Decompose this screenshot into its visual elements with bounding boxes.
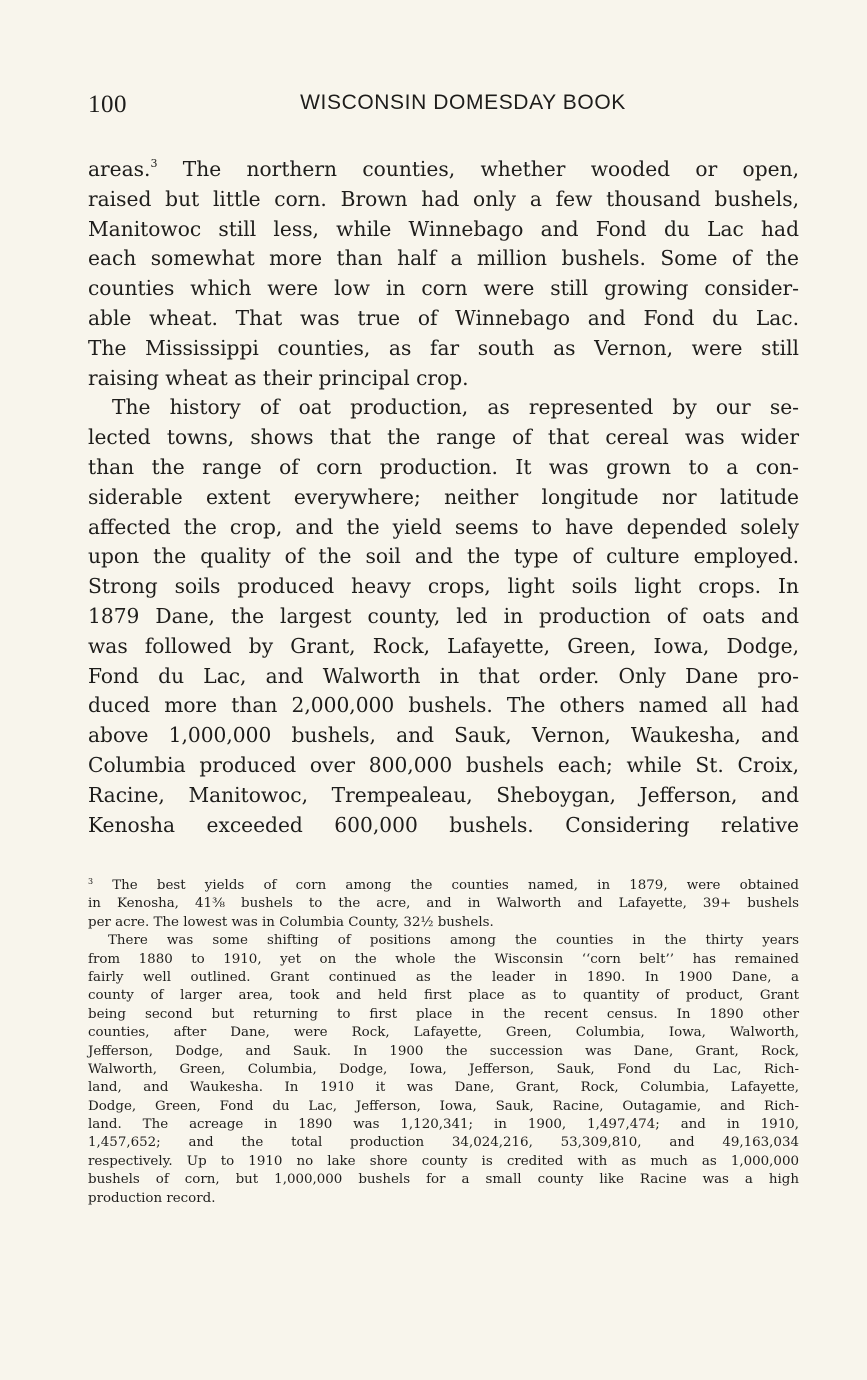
body-line: raised but little corn. Brown had only a few thousand bushels,: [88, 186, 799, 211]
footnote-line: 1,457,652; and the total production 34,024,216, 53,309,810, and 49,163,034: [88, 1135, 799, 1151]
footnote-line: Walworth, Green, Columbia, Dodge, Iowa, Jefferson, Sauk, Fond du Lac, Rich-: [88, 1061, 799, 1077]
body-line: The Mississippi counties, as far south as Vernon, were still: [88, 335, 799, 360]
body-text: [88, 155, 799, 840]
footnote-line-text: The best yields of corn among the counties named, in 1879, were obtained: [93, 878, 799, 893]
body-line: siderable extent everywhere; neither longitude nor latitude: [88, 484, 799, 509]
body-line: 1879 Dane, the largest county, led in production of oats and: [88, 603, 799, 628]
body-line: able wheat. That was true of Winnebago and Fond du Lac.: [88, 305, 799, 330]
page-number: 100: [88, 91, 127, 118]
footnote-line: counties, after Dane, were Rock, Lafayette, Green, Columbia, Iowa, Walworth,: [88, 1025, 799, 1041]
footnote-line: production record.: [88, 1190, 216, 1206]
footnote-line: from 1880 to 1910, yet on the whole the Wisconsin ‘‘corn belt’’ has remained: [88, 951, 799, 967]
body-line: Manitowoc still less, while Winnebago and Fond du Lac had: [88, 216, 799, 241]
footnote-line: Jefferson, Dodge, and Sauk. In 1900 the succession was Dane, Grant, Rock,: [88, 1043, 799, 1059]
body-line: counties which were low in corn were still growing consider-: [88, 276, 799, 301]
body-line: raising wheat as their principal crop.: [88, 365, 469, 390]
body-line: affected the crop, and the yield seems to have depended solely: [88, 514, 799, 539]
body-line: above 1,000,000 bushels, and Sauk, Vernon, Waukesha, and: [88, 723, 799, 748]
footnote-line: being second but returning to first place in the recent census. In 1890 other: [88, 1006, 799, 1022]
footnote-marker: 3: [88, 877, 94, 886]
footnote-line: in Kenosha, 41⅜ bushels to the acre, and in Walworth and Lafayette, 39+ bushels: [88, 896, 799, 912]
footnote-line: fairly well outlined. Grant continued as the leader in 1890. In 1900 Dane, a: [88, 969, 799, 985]
footnote-line: per acre. The lowest was in Columbia County, 32½ bushels.: [88, 914, 494, 930]
footnote-line: land, and Waukesha. In 1910 it was Dane, Grant, Rock, Columbia, Lafayette,: [88, 1080, 799, 1096]
body-line: upon the quality of the soil and the type of culture employed.: [88, 544, 799, 569]
running-head: [88, 91, 800, 125]
footnotes: [88, 877, 799, 1208]
body-line: was followed by Grant, Rock, Lafayette, Green, Iowa, Dodge,: [88, 633, 799, 658]
body-line: each somewhat more than half a million bushels. Some of the: [88, 246, 799, 271]
body-line: Kenosha exceeded 600,000 bushels. Considering relative: [88, 812, 799, 837]
footnote-line: county of larger area, took and held first place as to quantity of product, Grant: [88, 988, 799, 1004]
body-line: [88, 155, 799, 185]
body-line: duced more than 2,000,000 bushels. The others named all had: [88, 693, 799, 718]
footnote-line: land. The acreage in 1890 was 1,120,341; in 1900, 1,497,474; and in 1910,: [88, 1117, 799, 1133]
body-line-text: areas.: [88, 157, 151, 181]
body-line: The history of oat production, as represented by our se-: [112, 395, 799, 420]
body-line: than the range of corn production. It was grown to a con-: [88, 454, 799, 479]
footnote-reference[interactable]: 3: [150, 157, 158, 170]
body-line-text: The northern counties, whether wooded or open,: [157, 157, 799, 181]
footnote-line: There was some shifting of positions among the counties in the thirty years: [108, 933, 799, 949]
body-line: Fond du Lac, and Walworth in that order. Only Dane pro-: [88, 663, 799, 688]
body-line: Racine, Manitowoc, Trempealeau, Sheboygan, Jefferson, and: [88, 782, 799, 807]
footnote-line: Dodge, Green, Fond du Lac, Jefferson, Iowa, Sauk, Racine, Outagamie, and Rich-: [88, 1098, 799, 1114]
footnote-line: [88, 877, 799, 895]
body-line: Strong soils produced heavy crops, light soils light crops. In: [88, 574, 799, 599]
footnote-line: bushels of corn, but 1,000,000 bushels for a small county like Racine was a high: [88, 1172, 799, 1188]
body-line: lected towns, shows that the range of that cereal was wider: [88, 425, 799, 450]
footnote-line: respectively. Up to 1910 no lake shore county is credited with as much as 1,000,000: [88, 1153, 799, 1169]
body-line: Columbia produced over 800,000 bushels each; while St. Croix,: [88, 752, 799, 777]
running-title: WISCONSIN DOMESDAY BOOK: [300, 91, 626, 114]
